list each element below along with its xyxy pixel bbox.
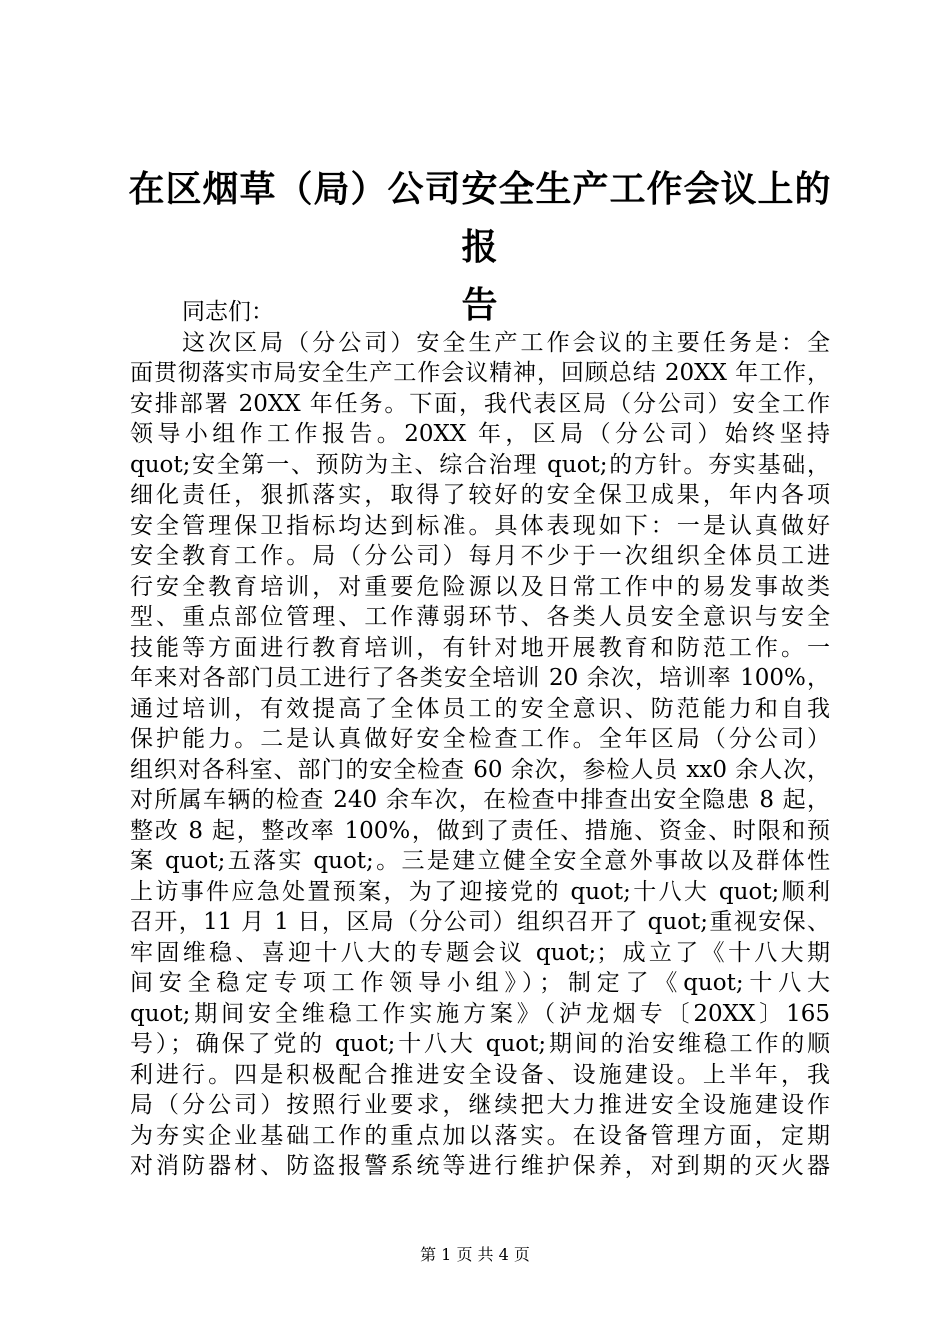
paragraph-line: 安全管理保卫指标均达到标准。具体表现如下：一是认真做好: [130, 512, 830, 539]
paragraph-line: 上访事件应急处置预案，为了迎接党的 quot;十八大 quot;顺利: [130, 878, 830, 905]
paragraph-line: 召开，11 月 1 日，区局（分公司）组织召开了 quot;重视安保、: [130, 909, 830, 935]
paragraph-line: 案 quot;五落实 quot;。三是建立健全安全意外事故以及群体性: [130, 848, 830, 874]
title-line-2: 告: [461, 284, 499, 326]
paragraph-line: 年来对各部门员工进行了各类安全培训 20 余次，培训率 100%，: [130, 665, 830, 691]
salutation: 同志们：: [182, 299, 274, 325]
paragraph-line: 型、重点部位管理、工作薄弱环节、各类人员安全意识与安全: [130, 604, 830, 630]
paragraph-line: 安排部署 20XX 年任务。下面，我代表区局（分公司）安全工作: [130, 390, 830, 417]
paragraph-line: 间安全稳定专项工作领导小组》）；制定了《quot;十八大: [130, 970, 830, 996]
paragraph-line: 局（分公司）按照行业要求，继续把大力推进安全设施建设作: [130, 1092, 830, 1118]
paragraph-line: 为夯实企业基础工作的重点加以落实。在设备管理方面，定期: [130, 1122, 830, 1149]
paragraph-line: 对所属车辆的检查 240 余车次，在检查中排查出安全隐患 8 起，: [130, 787, 830, 813]
paragraph-line: 技能等方面进行教育培训，有针对地开展教育和防范工作。一: [130, 634, 830, 661]
paragraph-line: 利进行。四是积极配合推进安全设备、设施建设。上半年，我: [130, 1061, 830, 1088]
paragraph-line: 通过培训，有效提高了全体员工的安全意识、防范能力和自我: [130, 695, 830, 722]
paragraph-line: 安全教育工作。局（分公司）每月不少于一次组织全体员工进: [130, 543, 830, 569]
paragraph-line: 保护能力。二是认真做好安全检查工作。全年区局（分公司）: [130, 726, 830, 752]
page-number: 第 1 页 共 4 页: [420, 1245, 530, 1264]
document-body: [130, 297, 830, 1182]
paragraph-line: quot;安全第一、预防为主、综合治理 quot;的方针。夯实基础，: [130, 451, 830, 478]
paragraph-line: 领导小组作工作报告。20XX 年，区局（分公司）始终坚持: [130, 421, 830, 447]
paragraph-line: 对消防器材、防盗报警系统等进行维护保养，对到期的灭火器: [130, 1153, 830, 1179]
paragraph-line: 组织对各科室、部门的安全检查 60 余次，参检人员 xx0 余人次，: [130, 756, 830, 783]
paragraph-line: 面贯彻落实市局安全生产工作会议精神，回顾总结 20XX 年工作，: [130, 360, 830, 386]
paragraph-line: 号）；确保了党的 quot;十八大 quot;期间的治安维稳工作的顺: [130, 1031, 830, 1057]
paragraph-line: 细化责任，狠抓落实，取得了较好的安全保卫成果，年内各项: [130, 482, 830, 508]
paragraph-line: 这次区局（分公司）安全生产工作会议的主要任务是：全: [182, 329, 830, 356]
paragraph-line: 行安全教育培训，对重要危险源以及日常工作中的易发事故类: [130, 573, 830, 600]
paragraph-line: 牢固维稳、喜迎十八大的专题会议 quot;；成立了《十八大期: [130, 939, 830, 966]
page-footer: [0, 1242, 950, 1265]
title-line-1: 在区烟草（局）公司安全生产工作会议上的报: [128, 168, 832, 268]
paragraph-line: quot;期间安全维稳工作实施方案》（泸龙烟专〔20XX〕165: [130, 1000, 830, 1027]
paragraph-line: 整改 8 起，整改率 100%，做到了责任、措施、资金、时限和预: [130, 817, 830, 844]
